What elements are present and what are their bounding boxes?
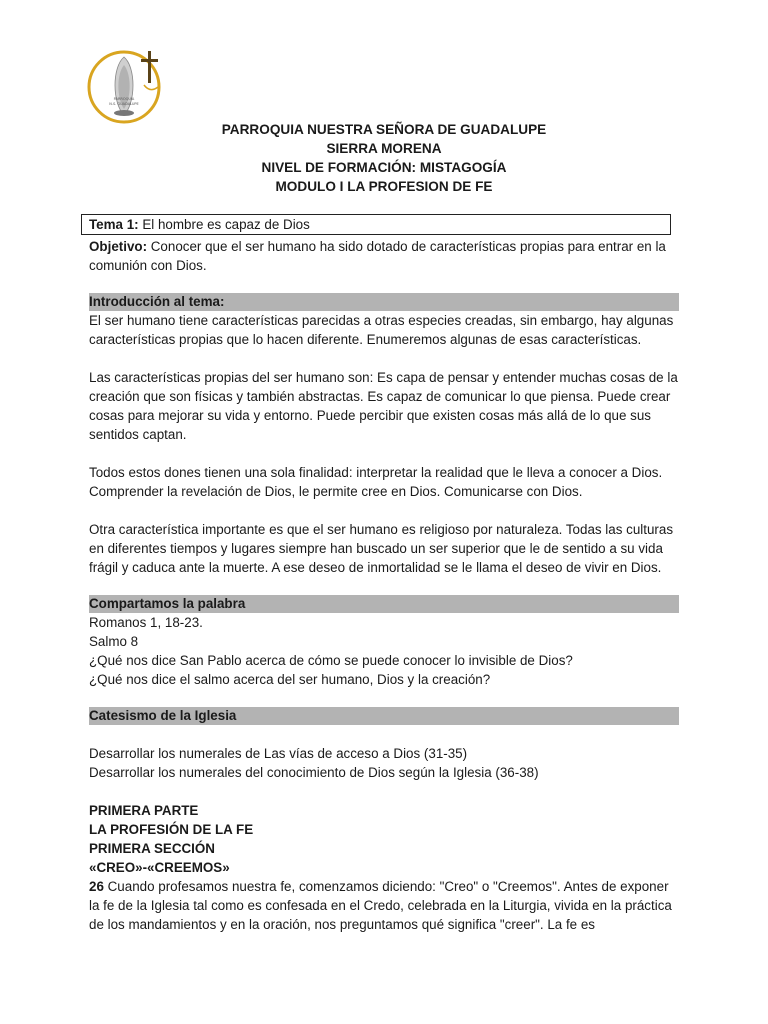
parte-line: PRIMERA PARTE: [89, 803, 199, 818]
section-heading-catesismo: Catesismo de la Iglesia: [89, 707, 679, 725]
parish-logo-icon: [86, 45, 170, 127]
header-module: MODULO I LA PROFESION DE FE: [275, 179, 493, 194]
parte-heading: [89, 801, 679, 877]
palabra-line: Salmo 8: [89, 634, 139, 649]
tema-text: El hombre es capaz de Dios: [142, 217, 310, 232]
catesismo-line: Desarrollar los numerales de Las vías de acceso a Dios (31-35): [89, 746, 468, 761]
parte-line: LA PROFESIÓN DE LA FE: [89, 822, 254, 837]
parte-line: «CREO»-«CREEMOS»: [89, 860, 230, 875]
tema-label: Tema 1:: [89, 217, 139, 232]
objetivo-text: Conocer que el ser humano ha sido dotado de características propias para entrar en la comunión con Dios.: [89, 239, 666, 273]
intro-paragraph: Otra característica importante es que el ser humano es religioso por naturaleza. Todas las culturas en diferentes tiempos y lugares siempre han buscado un ser superior que le de sentido a su vida frágil y caduca ante la muerte. A ese deseo de inmortalidad se le llama el deseo de vivir en Dios.: [89, 522, 674, 575]
objetivo-paragraph: [89, 237, 679, 275]
section-heading-intro: Introducción al tema:: [89, 293, 679, 311]
document-header: [0, 120, 768, 196]
objetivo-label: Objetivo:: [89, 239, 148, 254]
svg-text:N.S. GUADALUPE: N.S. GUADALUPE: [109, 102, 139, 106]
catesismo-line: Desarrollar los numerales del conocimiento de Dios según la Iglesia (36-38): [89, 765, 539, 780]
intro-paragraph: Las características propias del ser humano son: Es capa de pensar y entender muchas cosas de la creación que son físicas y también abstractas. Es capaz de comunicar lo que piensa. Puede crear cosas para mejorar su vida y entorno. Puede percibir que existen cosas más allá de lo que sus sentidos captan.: [89, 370, 678, 442]
palabra-line: ¿Qué nos dice el salmo acerca del ser humano, Dios y la creación?: [89, 672, 491, 687]
numeral-text: Cuando profesamos nuestra fe, comenzamos diciendo: "Creo" o "Creemos". Antes de exponer la fe de la Iglesia tal como es confesada en el Credo, celebrada en la Liturgia, vivida en la práctica de los mandamientos y en la oración, nos preguntamos qué significa "creer". La fe es: [89, 879, 672, 932]
parte-line: PRIMERA SECCIÓN: [89, 841, 215, 856]
palabra-line: Romanos 1, 18-23.: [89, 615, 203, 630]
numeral-paragraph: [89, 877, 679, 934]
section-heading-palabra: Compartamos la palabra: [89, 595, 679, 613]
intro-paragraph: El ser humano tiene características parecidas a otras especies creadas, sin embargo, hay algunas características propias que lo hacen diferente. Enumeremos algunas de esas características.: [89, 313, 674, 347]
intro-paragraph: Todos estos dones tienen una sola finalidad: interpretar la realidad que le lleva a conocer a Dios. Comprender la revelación de Dios, le permite cree en Dios. Comunicarse con Dios.: [89, 465, 663, 499]
document-body: [89, 214, 679, 934]
header-level: NIVEL DE FORMACIÓN: MISTAGOGÍA: [261, 160, 507, 175]
header-location: SIERRA MORENA: [326, 141, 442, 156]
numeral-number: 26: [89, 879, 104, 894]
parish-logo: [86, 45, 170, 127]
svg-text:PARROQUIA: PARROQUIA: [113, 97, 135, 101]
palabra-line: ¿Qué nos dice San Pablo acerca de cómo se puede conocer lo invisible de Dios?: [89, 653, 573, 668]
header-parish-name: PARROQUIA NUESTRA SEÑORA DE GUADALUPE: [221, 122, 547, 137]
tema-box: [81, 214, 671, 235]
